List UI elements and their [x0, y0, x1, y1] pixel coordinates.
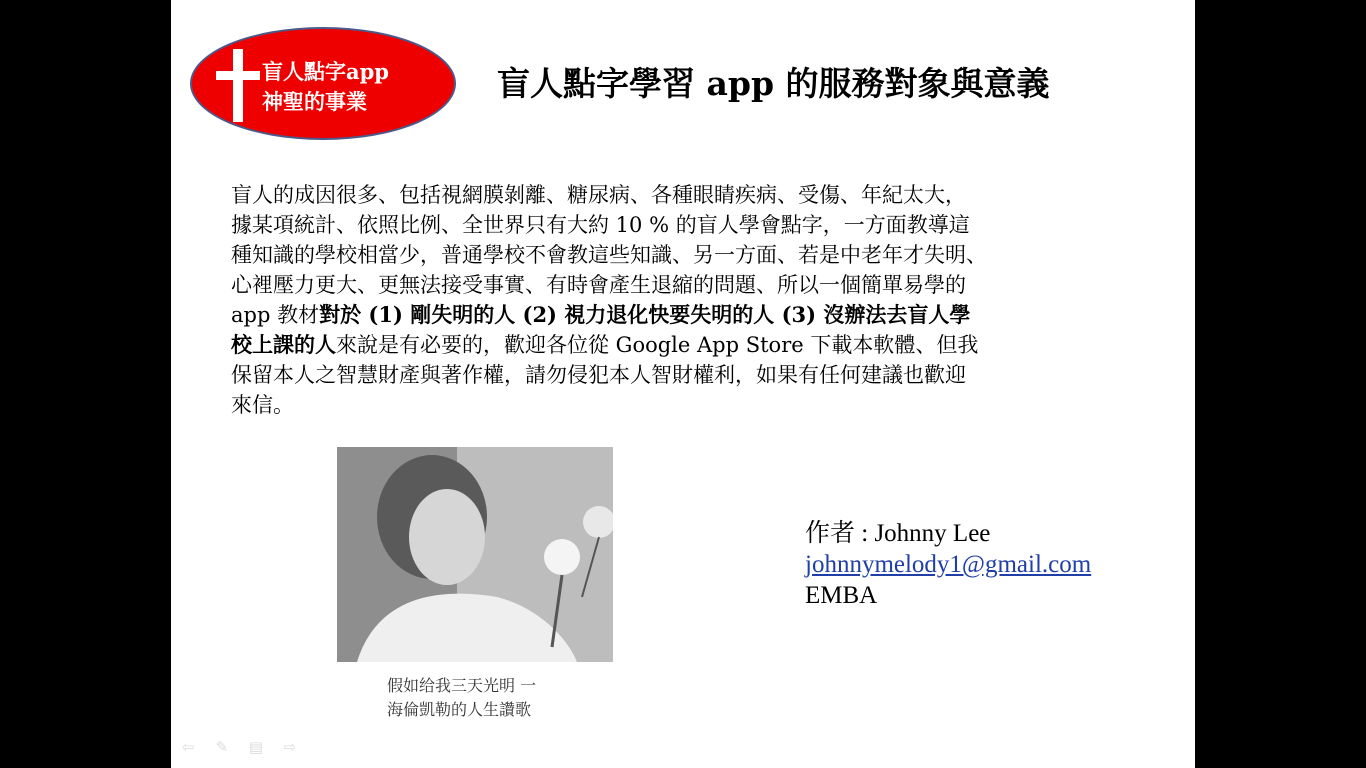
body-text-plain: 來說是有必要的，歡迎各位從 Google App Store 下載本軟體、但我	[336, 333, 979, 357]
body-line: 來信。	[231, 393, 294, 417]
body-text-plain: app 教材	[231, 303, 320, 327]
caption-line-1: 假如给我三天光明 一	[387, 676, 537, 695]
portrait-image	[337, 447, 613, 662]
cross-icon-bar	[216, 71, 260, 80]
author-title: EMBA	[805, 582, 878, 609]
body-line	[231, 300, 1141, 330]
body-line: 盲人的成因很多、包括視網膜剝離、糖尿病、各種眼睛疾病、受傷、年紀太大，	[231, 183, 966, 207]
next-arrow-icon[interactable]: ⇨	[283, 738, 297, 756]
prev-arrow-icon[interactable]: ⇦	[181, 738, 195, 756]
menu-icon[interactable]: ▤	[248, 738, 264, 756]
author-email-link[interactable]: johnnymelody1@gmail.com	[805, 551, 1092, 578]
body-line: 心裡壓力更大、更無法接受事實、有時會產生退縮的問題、所以一個簡單易學的	[231, 273, 966, 297]
photo-caption	[387, 674, 536, 722]
caption-line-2: 海倫凱勒的人生讚歌	[387, 700, 532, 719]
portrait-photo	[337, 447, 613, 662]
body-line: 據某項統計、依照比例、全世界只有大約 10 % 的盲人學會點字，一方面教導這	[231, 213, 970, 237]
body-line	[231, 330, 1141, 360]
body-text-bold: 對於 (1) 剛失明的人 (2) 視力退化快要失明的人 (3) 沒辦法去盲人學	[319, 302, 971, 327]
body-text-bold: 校上課的人	[231, 332, 336, 357]
body-line: 種知識的學校相當少，普通學校不會教這些知識、另一方面、若是中老年才失明、	[231, 243, 987, 267]
body-line: 保留本人之智慧財產與著作權，請勿侵犯本人智財權利，如果有任何建議也歡迎	[231, 363, 966, 387]
cross-icon	[233, 49, 243, 122]
author-name: 作者 : Johnny Lee	[805, 520, 991, 547]
slideshow-controls	[178, 738, 300, 756]
logo-badge	[190, 27, 456, 140]
body-paragraph	[231, 180, 1141, 420]
slide	[171, 0, 1195, 768]
pen-icon[interactable]: ✎	[215, 738, 229, 756]
logo-line-2: 神聖的事業	[262, 89, 367, 114]
logo-text	[262, 57, 389, 117]
logo-line-1: 盲人點字app	[262, 59, 389, 84]
slide-title: 盲人點字學習 app 的服務對象與意義	[497, 64, 1050, 103]
author-block	[805, 518, 1091, 611]
